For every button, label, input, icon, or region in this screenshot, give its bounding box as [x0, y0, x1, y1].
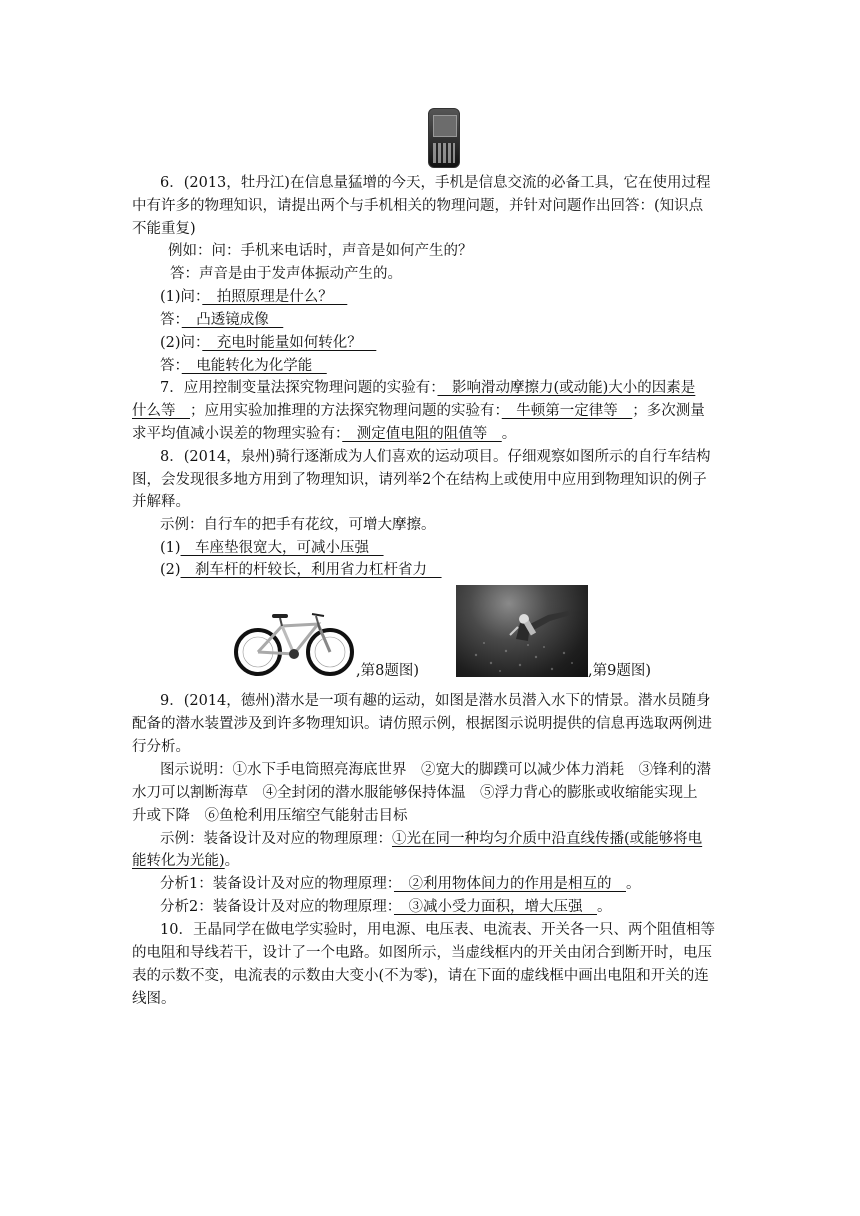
q6-line-2: 中有许多的物理知识，请提出两个与手机相关的物理问题，并针对问题作出回答：(知识点: [132, 198, 704, 214]
q8-a1-text: 车座垫很宽大，可减小压强: [180, 540, 384, 556]
q9-line-2: 配备的潜水装置涉及到许多物理知识。请仿照示例，根据图示说明提供的信息再选取两例进: [132, 716, 712, 732]
q6-answer-1: [160, 309, 760, 331]
q9-example-answer-1: ①光在同一种均匀介质中沿直线传播(或能够将电: [392, 831, 703, 847]
q6-a1-label: 答：: [160, 312, 182, 328]
q8-example: 示例：自行车的把手有花纹，可增大摩擦。: [160, 517, 436, 533]
q7-answer-2: 牛顿第一定律等: [501, 403, 633, 419]
q6-q2-answer: 充电时能量如何转化？: [202, 335, 377, 351]
q6-question-2: [160, 332, 760, 354]
q9-analysis-1-label: 分析1：装备设计及对应的物理原理：: [160, 876, 394, 892]
bicycle-image: [232, 604, 356, 678]
q10-line-3: 表的示数不变，电流表的示数由大变小(不为零)，请在下面的虚线框中画出电阻和开关的连: [132, 968, 709, 984]
q9-example-line-1: [160, 828, 760, 850]
q9-example-label: 示例：装备设计及对应的物理原理：: [160, 831, 392, 847]
q6-example-question: 例如：问：手机来电话时，声音是如何产生的？: [168, 243, 473, 259]
q9-example-end: 。: [224, 853, 240, 869]
figure-8-caption: ,第8题图): [356, 663, 419, 679]
q7-line-1: [160, 377, 760, 399]
q9-line-5: 水刀可以割断海草 ④全封闭的潜水服能够保持体温 ⑤浮力背心的膨胀或收缩能实现上: [132, 785, 698, 801]
phone-screen: [433, 115, 457, 137]
q6-a2-label: 答：: [160, 358, 182, 374]
q6-line-3: 不能重复): [132, 221, 196, 237]
q9-example-answer-2: 能转化为光能): [132, 853, 225, 869]
q7-answer-3: 测定值电阻的阻值等: [342, 426, 502, 442]
q9-analysis-2-answer: ③减小受力面积，增大压强: [393, 899, 597, 915]
q6-a2-answer: 电能转化为化学能: [181, 358, 327, 374]
q9-analysis-2-end: 。: [596, 899, 612, 915]
q7-answer-1a: 影响滑动摩擦力(或动能)大小的因素是: [437, 380, 696, 396]
q8-a2-label: (2): [160, 562, 181, 578]
q6-line-1: 6．(2013，牡丹江)在信息量猛增的今天，手机是信息交流的必备工具，它在使用过程: [160, 175, 711, 191]
q9-line-3: 行分析。: [132, 739, 190, 755]
q7-answer-1b: 什么等: [132, 403, 190, 419]
q6-question-1: [160, 286, 760, 308]
q10-line-1: 10．王晶同学在做电学实验时，用电源、电压表、电流表、开关各一只、两个阻值相等: [160, 922, 715, 938]
q9-analysis-1-answer: ②利用物体间力的作用是相互的: [393, 876, 626, 892]
q6-answer-2: [160, 355, 760, 377]
figure-9-caption: ,第9题图): [588, 663, 651, 679]
q8-line-1: 8．(2014，泉州)骑行逐渐成为人们喜欢的运动项目。仔细观察如图所示的自行车结构: [160, 449, 711, 465]
q6-q1-answer: 拍照原理是什么？: [202, 289, 348, 305]
q7-text-1: 7．应用控制变量法探究物理问题的实验有：: [160, 380, 438, 396]
q9-analysis-2: [160, 896, 760, 918]
q6-q2-label: (2)问：: [160, 335, 203, 351]
q9-example-line-2: [132, 850, 732, 872]
q9-analysis-1-end: 。: [625, 876, 641, 892]
q7-text-3: ；多次测量: [632, 403, 705, 419]
q9-line-1: 9．(2014，德州)潜水是一项有趣的运动，如图是潜水员潜入水下的情景。潜水员随身: [160, 693, 711, 709]
q8-answer-1: [160, 537, 760, 559]
q7-text-5: 。: [501, 426, 517, 442]
q8-a1-label: (1): [160, 540, 181, 556]
q7-line-2: [132, 400, 732, 422]
q9-line-4: 图示说明：①水下手电筒照亮海底世界 ②宽大的脚蹼可以减少体力消耗 ③锋利的潜: [160, 762, 711, 778]
q7-line-3: [132, 423, 732, 445]
q9-line-6: 升或下降 ⑥鱼枪利用压缩空气能射击目标: [132, 808, 408, 824]
q9-analysis-2-label: 分析2：装备设计及对应的物理原理：: [160, 899, 394, 915]
q9-analysis-1: [160, 873, 760, 895]
q8-line-2: 图，会发现很多地方用到了物理知识，请列举2个在结构上或使用中应用到物理知识的例子: [132, 472, 707, 488]
q8-answer-2: [160, 559, 760, 581]
q6-example-answer: 答：声音是由于发声体振动产生的。: [170, 266, 402, 282]
q8-line-3: 并解释。: [132, 494, 190, 510]
q10-line-4: 线图。: [132, 991, 176, 1007]
mobile-phone-image: [428, 108, 460, 168]
q6-q1-label: (1)问：: [160, 289, 203, 305]
phone-keypad: [433, 143, 455, 163]
q7-text-2: ；应用实验加推理的方法探究物理问题的实验有：: [190, 403, 502, 419]
q6-a1-answer: 凸透镜成像: [181, 312, 284, 328]
q10-line-2: 的电阻和导线若干，设计了一个电路。如图所示，当虚线框内的开关由闭合到断开时，电压: [132, 945, 712, 961]
q8-a2-text: 刹车杆的杆较长，利用省力杠杆省力: [180, 562, 442, 578]
scuba-diver-image: [456, 585, 588, 677]
q7-text-4: 求平均值减小误差的物理实验有：: [132, 426, 343, 442]
diver-silhouette: [456, 585, 588, 677]
